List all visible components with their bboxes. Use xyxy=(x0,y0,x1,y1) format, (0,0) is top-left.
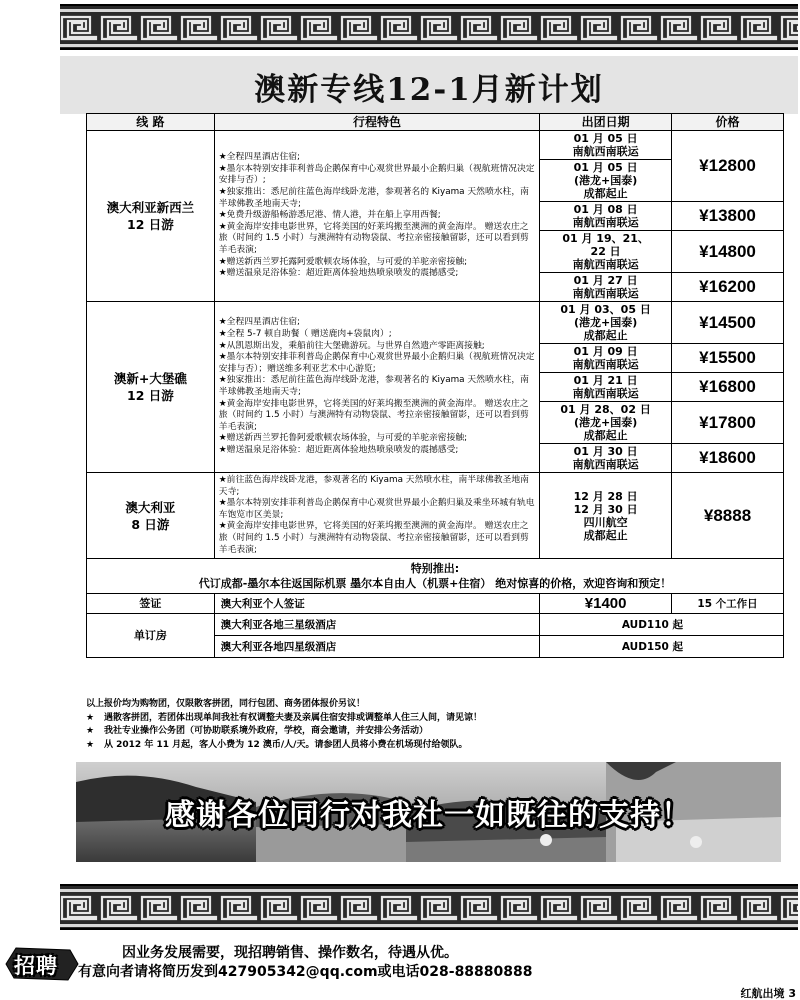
star-icon: ★ xyxy=(86,726,95,736)
carrier-line: 四川航空 xyxy=(583,515,628,529)
feature-item: ★黄金海岸安排电影世界，它将美国的好莱坞搬至澳洲的黄金海岸。 赠送农庄之旅（时间约 1.5 小时）与澳洲特有动物袋鼠、考拉亲密接触留影，还可以看到剪羊毛表演; xyxy=(218,221,529,255)
departure-date xyxy=(540,160,672,202)
recruit-contact: 有意向者请将简历发到427905342@qq.com或电话028-88880888 xyxy=(78,964,533,980)
hotel-label: 单订房 xyxy=(87,614,215,658)
header-price: 价格 xyxy=(672,114,784,131)
recruit-badge xyxy=(2,944,80,984)
date-line: 12 月 30 日 xyxy=(573,502,638,516)
carrier-line: 南航西南联运 xyxy=(572,387,639,400)
date-line: 01 月 05 日 xyxy=(573,161,638,174)
feature-item: ★墨尔本特别安排菲利普岛企鹅保育中心观赏世界最小企鹅归巢（视航班情况决定安排与否）; xyxy=(218,163,535,186)
special-title: 特别推出: xyxy=(410,562,460,576)
table-row xyxy=(87,131,784,160)
date-line: 01 月 05 日 xyxy=(573,132,638,145)
header-features: 行程特色 xyxy=(214,114,539,131)
departure-date xyxy=(540,373,672,402)
note-item xyxy=(86,712,784,726)
date-line: 01 月 21 日 xyxy=(573,374,638,387)
carrier-line: 南航西南联运 xyxy=(572,287,639,300)
price: ¥18600 xyxy=(672,444,784,473)
carrier-line: 南航西南联运 xyxy=(572,216,639,229)
visa-row xyxy=(87,594,784,614)
feature-item: ★前往蓝色海岸线卧龙港，参观著名的 Kiyama 天然喷水柱，南半球佛教圣地南天寺; xyxy=(218,475,529,497)
note-text: 我社专业操作公务团（可协助联系境外政府，学校，商会邀请，并安排公务活动） xyxy=(104,726,429,736)
thanks-message: 感谢各位同行对我社一如既往的支持！ xyxy=(165,798,692,833)
left-margin xyxy=(0,0,60,1000)
carrier-line: 南航西南联运 xyxy=(572,458,639,471)
price: ¥16200 xyxy=(672,273,784,302)
price: ¥14500 xyxy=(672,302,784,344)
photo-banner xyxy=(76,762,781,862)
price: ¥8888 xyxy=(672,473,784,559)
feature-item: ★从凯恩斯出发，乘船前往大堡礁游玩。与世界自然遗产零距离接触; xyxy=(218,340,485,351)
city-line: 成都起止 xyxy=(583,429,628,442)
date-line: 01 月 03、05 日 xyxy=(560,303,651,316)
date-line: 01 月 19、21、 xyxy=(562,232,649,245)
star-icon: ★ xyxy=(86,712,95,723)
feature-item: ★墨尔本特别安排菲利普岛企鹅保育中心观赏世界最小企鹅归巢（视航班情况决定安排与否）；赠送维多利亚艺术中心游览; xyxy=(218,352,535,374)
header-dates: 出团日期 xyxy=(540,114,672,131)
price: ¥17800 xyxy=(672,402,784,444)
route-name xyxy=(87,473,215,559)
feature-item: ★全程四星酒店住宿; xyxy=(218,152,301,163)
table-row xyxy=(87,473,784,559)
note-item xyxy=(86,725,784,739)
table-row xyxy=(87,302,784,344)
header-route: 线 路 xyxy=(87,114,215,131)
visa-processing-time: 15 个工作日 xyxy=(672,594,784,614)
hotel-price: AUD150 起 xyxy=(540,636,784,658)
price: ¥13800 xyxy=(672,202,784,231)
visa-label: 签证 xyxy=(87,594,215,614)
price: ¥15500 xyxy=(672,344,784,373)
carrier-line: 南航西南联运 xyxy=(572,258,639,271)
feature-item: ★赠送新西兰罗托露阿爱歌顿农场体验，与可爱的羊驼亲密接触; xyxy=(218,256,468,267)
hotel-price: AUD110 起 xyxy=(540,614,784,636)
departure-date xyxy=(540,473,672,559)
itinerary-table xyxy=(86,113,784,658)
route-name-line: 澳大利亚新西兰 xyxy=(106,200,195,215)
route-duration: 12 日游 xyxy=(127,217,174,232)
feature-item: ★全程 5-7 顿自助餐（ 赠送鹿肉+袋鼠肉）; xyxy=(218,329,392,340)
price: ¥16800 xyxy=(672,373,784,402)
departure-date xyxy=(540,402,672,444)
carrier-line: (港龙+国泰) xyxy=(573,174,638,187)
departure-date xyxy=(540,131,672,160)
route-duration: 8 日游 xyxy=(131,516,170,532)
feature-item: ★赠送新西兰罗托鲁阿爱歌顿农场体验，与可爱的羊驼亲密接触; xyxy=(218,433,468,444)
star-icon: ★ xyxy=(86,739,95,750)
date-line: 01 月 30 日 xyxy=(573,445,638,458)
carrier-line: 南航西南联运 xyxy=(572,145,639,158)
feature-item: ★赠送温泉足浴体验：超近距离体验地热喷泉喷发的震撼感受; xyxy=(218,268,459,279)
date-line: 01 月 09 日 xyxy=(573,345,638,358)
carrier-line: 南航西南联运 xyxy=(572,358,639,371)
special-offer xyxy=(87,559,784,594)
note-text: 从 2012 年 11 月起，客人小费为 12 澳币/人/天。请参团人员将小费在机场现付给领队。 xyxy=(104,739,468,750)
greek-key-pattern-icon xyxy=(60,895,798,921)
departure-date xyxy=(540,302,672,344)
city-line: 成都起止 xyxy=(583,528,628,542)
route-features xyxy=(214,131,539,302)
city-line: 成都起止 xyxy=(583,187,628,200)
price: ¥12800 xyxy=(672,131,784,202)
hotel-text: 澳大利亚各地四星级酒店 xyxy=(214,636,539,658)
note-text: 遇散客拼团，若团体出现单间我社有权调整夫妻及亲属住宿安排或调整单人住三人间，请见谅！ xyxy=(104,712,483,723)
special-text: 代订成都-墨尔本往返国际机票 墨尔本自由人（机票+住宿） 绝对惊喜的价格，欢迎咨询和预定！ xyxy=(198,577,672,591)
notes-section xyxy=(86,698,784,752)
date-line: 01 月 28、02 日 xyxy=(560,403,651,416)
note-item xyxy=(86,739,784,753)
greek-key-pattern-icon xyxy=(60,15,798,41)
feature-item: ★黄金海岸安排电影世界，它将美国的好莱坞搬至澳洲的黄金海岸。 赠送农庄之旅（时间约 1.5 小时）与澳洲特有动物袋鼠、考拉亲密接触留影，还可以看到剪羊毛表演; xyxy=(218,521,529,555)
feature-item: ★黄金海岸安排电影世界，它将美国的好莱坞搬至澳洲的黄金海岸。 赠送农庄之旅（时间约 1.5 小时）与澳洲特有动物袋鼠、考拉亲密接触留影，还可以看到剪羊毛表演; xyxy=(218,398,529,432)
notes-intro: 以上报价均为购物团，仅限散客拼团，同行包团、商务团体报价另议！ xyxy=(86,699,366,709)
departure-date xyxy=(540,344,672,373)
feature-item: ★赠送温泉足浴体验：超近距离体验地热喷泉喷发的震撼感受; xyxy=(218,444,459,455)
date-line: 22 日 xyxy=(590,245,621,258)
visa-price: ¥1400 xyxy=(540,594,672,614)
decorative-border-bottom xyxy=(60,884,798,930)
route-duration: 12 日游 xyxy=(127,388,174,403)
carrier-line: (港龙+国泰) xyxy=(573,316,638,329)
decorative-border-top xyxy=(60,4,798,50)
date-line: 01 月 08 日 xyxy=(573,203,638,216)
special-row xyxy=(87,559,784,594)
date-line: 12 月 28 日 xyxy=(573,489,638,503)
price: ¥14800 xyxy=(672,231,784,273)
recruit-text: 因业务发展需要，现招聘销售、操作数名，待遇从优。 xyxy=(122,945,458,961)
table-header-row xyxy=(87,114,784,131)
recruit-badge-text: 招聘 xyxy=(14,954,58,978)
hotel-text: 澳大利亚各地三星级酒店 xyxy=(214,614,539,636)
feature-item: ★独家推出：悉尼前往蓝色海岸线卧龙港，参观著名的 Kiyama 天然喷水柱，南半球佛教圣地南天寺; xyxy=(218,187,529,209)
headline-banner xyxy=(60,56,798,114)
visa-text: 澳大利亚个人签证 xyxy=(214,594,539,614)
date-line: 01 月 27 日 xyxy=(573,274,638,287)
carrier-line: (港龙+国泰) xyxy=(573,416,638,429)
page-footer: 红航出境 3 xyxy=(740,987,796,1000)
route-name-line: 澳大利亚 xyxy=(125,499,176,515)
departure-date xyxy=(540,231,672,273)
feature-item: ★全程四星酒店住宿; xyxy=(218,317,301,328)
departure-date xyxy=(540,202,672,231)
route-name xyxy=(87,131,215,302)
city-line: 成都起止 xyxy=(583,329,628,342)
page-title: 澳新专线12-1月新计划 xyxy=(254,72,604,108)
feature-item: ★免费升级游船畅游悉尼港、情人港，并在船上享用西餐; xyxy=(218,210,441,221)
hotel-row xyxy=(87,614,784,636)
feature-item: ★墨尔本特别安排菲利普岛企鹅保育中心观赏世界最小企鹅归巢及乘坐环城有轨电车饱览市区美景; xyxy=(218,498,535,520)
route-features xyxy=(214,302,539,473)
departure-date xyxy=(540,273,672,302)
departure-date xyxy=(540,444,672,473)
route-features xyxy=(214,473,539,559)
feature-item: ★独家推出：悉尼前往蓝色海岸线卧龙港，参观著名的 Kiyama 天然喷水柱，南半球佛教圣地南天寺; xyxy=(218,375,529,397)
route-name xyxy=(87,302,215,473)
route-name-line: 澳新+大堡礁 xyxy=(113,371,187,386)
